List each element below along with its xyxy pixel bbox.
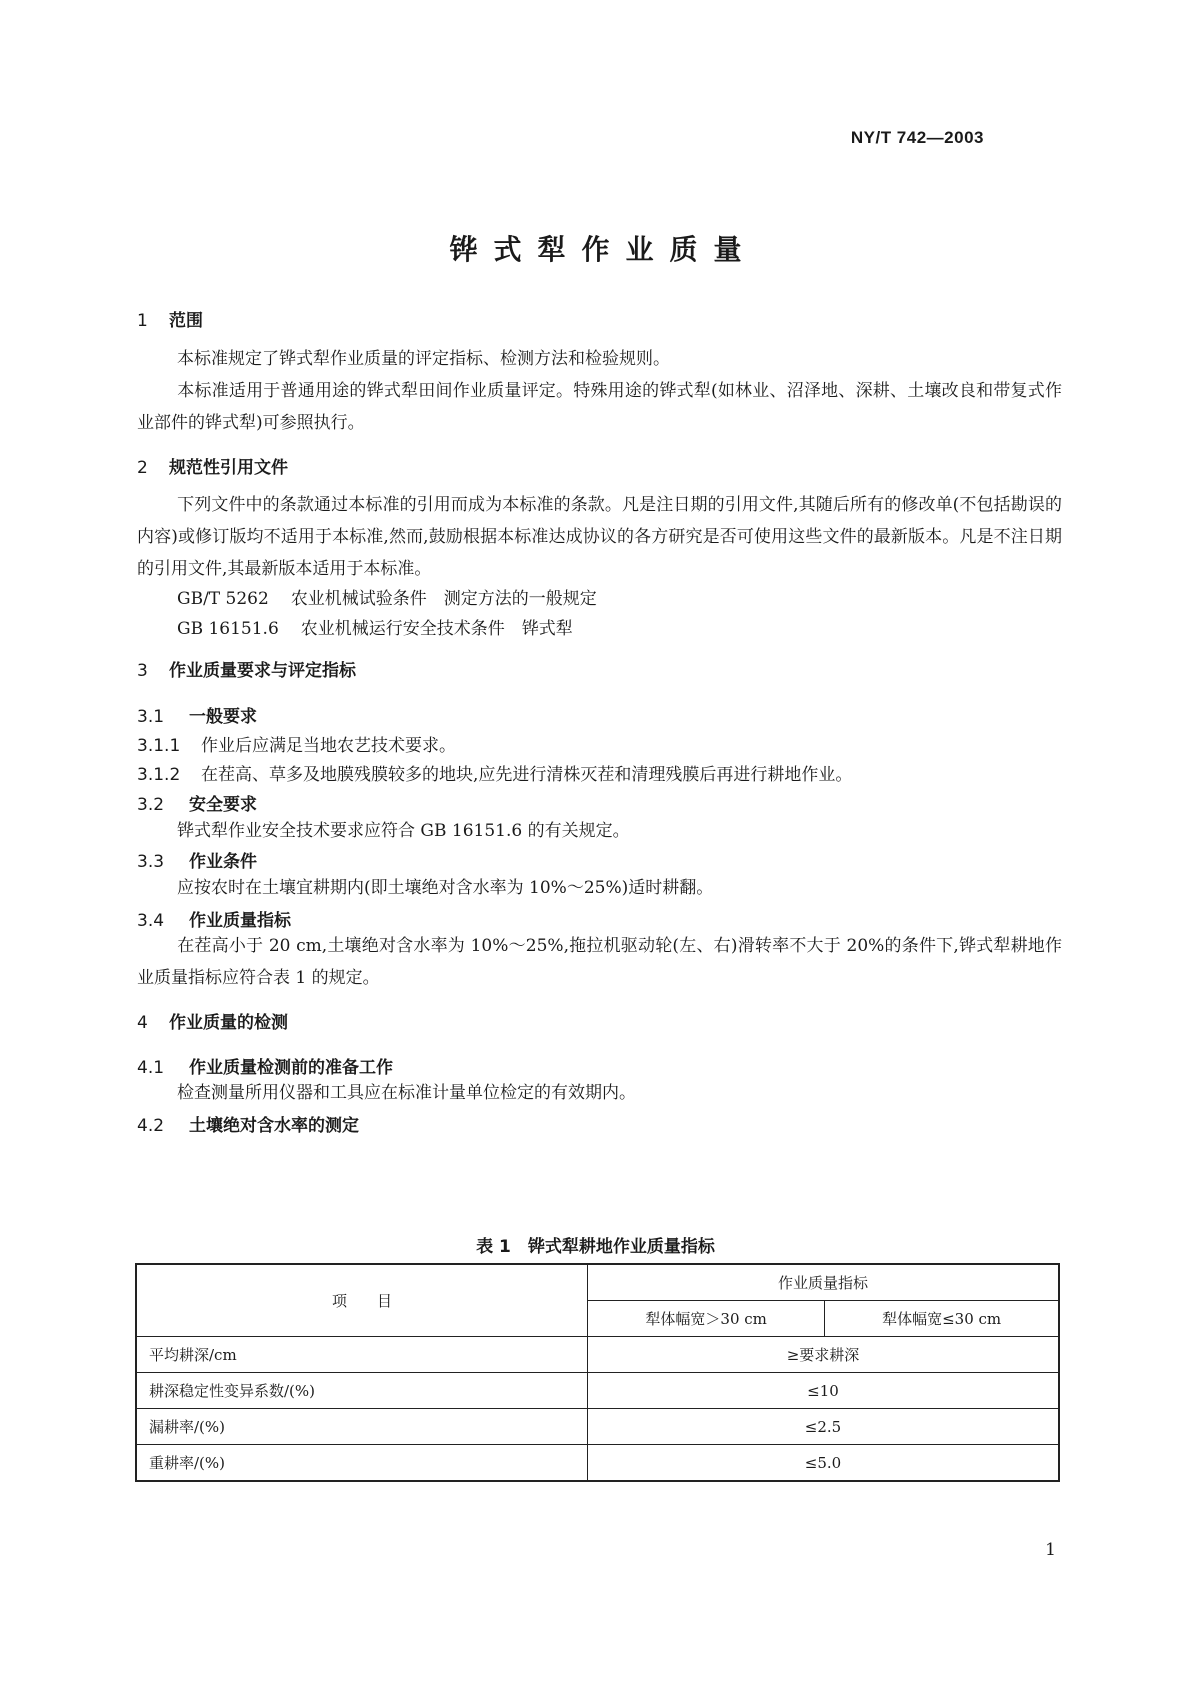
page-number: 1 bbox=[1045, 1540, 1056, 1560]
section-1-para-2 bbox=[137, 375, 1062, 439]
section-3-2-heading bbox=[137, 790, 257, 815]
section-title: 作业质量指标 bbox=[189, 911, 291, 931]
reference-code: GB/T 5262 bbox=[177, 589, 269, 609]
section-number: 4 bbox=[137, 1013, 148, 1033]
section-title: 安全要求 bbox=[189, 795, 257, 815]
clause-number: 3.1.2 bbox=[137, 765, 181, 785]
section-3-3-heading bbox=[137, 847, 257, 872]
section-2-para-1 bbox=[137, 489, 1062, 585]
section-title: 作业质量的检测 bbox=[169, 1013, 288, 1033]
row-value: ≤5.0 bbox=[588, 1445, 1060, 1482]
table-row bbox=[136, 1409, 1059, 1445]
section-number: 3.4 bbox=[137, 911, 165, 931]
reference-2 bbox=[177, 614, 573, 639]
section-1-para-1 bbox=[137, 343, 1062, 375]
clause-text: 在茬高、草多及地膜残膜较多的地块,应先进行清株灭茬和清理残膜后再进行耕地作业。 bbox=[201, 765, 853, 785]
row-item: 重耕率/(%) bbox=[136, 1445, 588, 1482]
section-4-2-heading bbox=[137, 1111, 359, 1136]
table-row bbox=[136, 1445, 1059, 1482]
document-title: 铧式犁作业质量 bbox=[449, 233, 758, 266]
section-number: 4.2 bbox=[137, 1116, 165, 1136]
row-item: 漏耕率/(%) bbox=[136, 1409, 588, 1445]
section-3-4-heading bbox=[137, 906, 291, 931]
section-title: 一般要求 bbox=[189, 707, 257, 727]
reference-1 bbox=[177, 584, 597, 609]
row-value: ≤2.5 bbox=[588, 1409, 1060, 1445]
section-1-heading bbox=[137, 306, 203, 331]
col-a-header: 犁体幅宽＞30 cm bbox=[588, 1301, 825, 1337]
section-number: 3.2 bbox=[137, 795, 165, 815]
clause-text: 作业后应满足当地农艺技术要求。 bbox=[201, 736, 456, 756]
standard-code: NY/T 742—2003 bbox=[850, 128, 984, 147]
section-title: 作业质量要求与评定指标 bbox=[169, 661, 356, 681]
section-title: 土壤绝对含水率的测定 bbox=[189, 1116, 359, 1136]
reference-title: 农业机械试验条件 测定方法的一般规定 bbox=[290, 589, 597, 609]
paragraph-text: 应按农时在土壤宜耕期内(即土壤绝对含水率为 10%～25%)适时耕翻。 bbox=[177, 878, 714, 898]
section-4-1-text bbox=[137, 1077, 1062, 1109]
paragraph-text: 在茬高小于 20 cm,土壤绝对含水率为 10%～25%,拖拉机驱动轮(左、右)滑转率不大于 20%的条件下,铧式犁耕地作业质量指标应符合表 1 的规定。 bbox=[137, 936, 1062, 988]
table-caption: 表 1 铧式犁耕地作业质量指标 bbox=[476, 1237, 715, 1257]
row-value: ≥要求耕深 bbox=[588, 1337, 1060, 1373]
col-b-header: 犁体幅宽≤30 cm bbox=[825, 1301, 1059, 1337]
paragraph-text: 本标准规定了铧式犁作业质量的评定指标、检测方法和检验规则。 bbox=[177, 349, 670, 369]
clause-3-1-1 bbox=[137, 731, 456, 756]
section-4-heading bbox=[137, 1008, 288, 1033]
section-number: 3 bbox=[137, 661, 148, 681]
section-number: 3.3 bbox=[137, 852, 165, 872]
col-group-header: 作业质量指标 bbox=[588, 1264, 1060, 1301]
clause-3-1-2 bbox=[137, 760, 852, 785]
col-item-header: 项 目 bbox=[136, 1264, 588, 1337]
section-number: 4.1 bbox=[137, 1058, 165, 1078]
section-title: 规范性引用文件 bbox=[169, 458, 288, 478]
section-title: 作业条件 bbox=[189, 852, 257, 872]
section-number: 1 bbox=[137, 311, 148, 331]
section-3-heading bbox=[137, 656, 356, 681]
section-3-2-text bbox=[137, 815, 1062, 847]
section-title: 作业质量检测前的准备工作 bbox=[189, 1058, 393, 1078]
quality-index-table bbox=[135, 1263, 1060, 1482]
paragraph-text: 铧式犁作业安全技术要求应符合 GB 16151.6 的有关规定。 bbox=[177, 821, 630, 841]
clause-number: 3.1.1 bbox=[137, 736, 181, 756]
table-row bbox=[136, 1373, 1059, 1409]
paragraph-text: 检查测量所用仪器和工具应在标准计量单位检定的有效期内。 bbox=[177, 1083, 636, 1103]
table-header-row bbox=[136, 1264, 1059, 1301]
row-item: 平均耕深/cm bbox=[136, 1337, 588, 1373]
row-item: 耕深稳定性变异系数/(%) bbox=[136, 1373, 588, 1409]
section-3-4-text bbox=[137, 930, 1062, 994]
paragraph-text: 本标准适用于普通用途的铧式犁田间作业质量评定。特殊用途的铧式犁(如林业、沼泽地、深耕、土壤改良和带复式作业部件的铧式犁)可参照执行。 bbox=[137, 381, 1062, 433]
section-3-3-text bbox=[137, 872, 1062, 904]
reference-title: 农业机械运行安全技术条件 铧式犁 bbox=[300, 619, 573, 639]
reference-code: GB 16151.6 bbox=[177, 619, 279, 639]
row-value: ≤10 bbox=[588, 1373, 1060, 1409]
table-row bbox=[136, 1337, 1059, 1373]
section-4-1-heading bbox=[137, 1053, 393, 1078]
section-3-1-heading bbox=[137, 702, 257, 727]
section-number: 2 bbox=[137, 458, 148, 478]
paragraph-text: 下列文件中的条款通过本标准的引用而成为本标准的条款。凡是注日期的引用文件,其随后所有的修改单(不包括勘误的内容)或修订版均不适用于本标准,然而,鼓励根据本标准达成协议的各方研究是否可使用这些文件的最新版本。凡是不注日期的引用文件,其最新版本适用于本标准。 bbox=[137, 495, 1062, 579]
section-2-heading bbox=[137, 453, 288, 478]
section-number: 3.1 bbox=[137, 707, 165, 727]
section-title: 范围 bbox=[169, 311, 203, 331]
